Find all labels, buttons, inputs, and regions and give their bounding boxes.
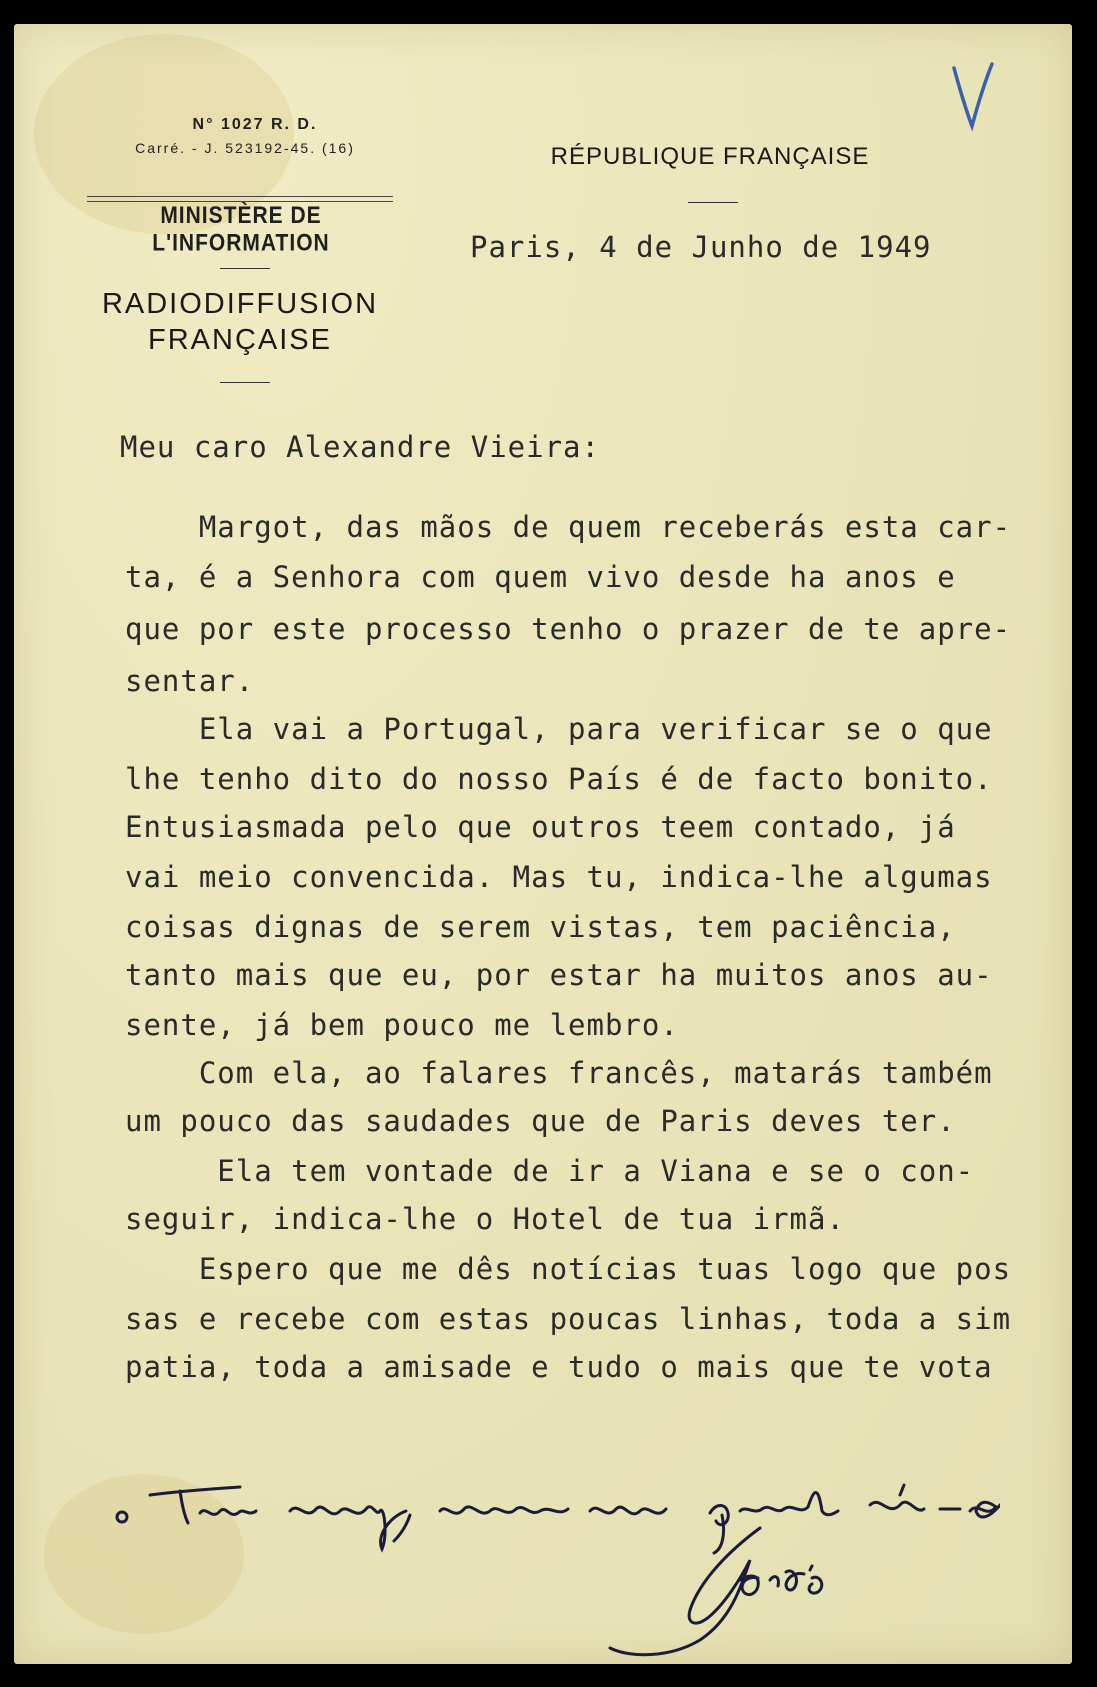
letterhead-rule (87, 196, 393, 197)
letter-line: que por este processo tenho o prazer de te apre- (125, 612, 1012, 646)
letter-date: Paris, 4 de Junho de 1949 (470, 230, 932, 264)
letter-line: Ela tem vontade de ir a Viana e se o con- (125, 1154, 975, 1188)
letter-line: lhe tenho dito do nosso País é de facto bonito. (125, 762, 993, 796)
letterhead-radio-line2: FRANÇAISE (148, 324, 332, 356)
letter-line: Margot, das mãos de quem receberás esta car- (125, 510, 1012, 544)
letterhead-republic: RÉPUBLIQUE FRANÇAISE (550, 143, 870, 170)
letter-line: Com ela, ao falares francês, matarás também (125, 1056, 993, 1090)
handwritten-closing (110, 1465, 1000, 1555)
letter-line: sentar. (125, 664, 255, 698)
letterhead-radiodiffusion (80, 286, 400, 358)
letterhead-carre: Carré. - J. 523192-45. (16) (135, 140, 355, 156)
letter-line: um pouco das saudades que de Paris deves ter. (125, 1104, 956, 1138)
letter-line: Ela vai a Portugal, para verificar se o que (125, 712, 993, 746)
letter-line: seguir, indica-lhe o Hotel de tua irmã. (125, 1202, 845, 1236)
republic-divider (688, 202, 738, 203)
letter-paper (14, 24, 1072, 1664)
letter-line: ta, é a Senhora com quem vivo desde ha anos e (125, 560, 956, 594)
letter-line: sas e recebe com estas poucas linhas, toda a sim (125, 1302, 1012, 1336)
letterhead-divider (220, 382, 270, 383)
letter-line: coisas dignas de serem vistas, tem paciência, (125, 910, 956, 944)
letter-line: Entusiasmada pelo que outros teem contado, já (125, 810, 956, 844)
letter-line: patia, toda a amisade e tudo o mais que te vota (125, 1350, 993, 1384)
letterhead-ministry: MINISTÈRE DE L'INFORMATION (152, 202, 330, 257)
letter-salutation: Meu caro Alexandre Vieira: (120, 430, 600, 464)
check-mark-icon (950, 62, 996, 132)
letterhead-radio-line1: RADIODIFFUSION (101, 288, 379, 320)
letter-line: tanto mais que eu, por estar ha muitos anos au- (125, 958, 993, 992)
signature (600, 1520, 860, 1660)
letter-line: vai meio convencida. Mas tu, indica-lhe algumas (125, 860, 993, 894)
letter-line: sente, já bem pouco me lembro. (125, 1008, 679, 1042)
letterhead-divider (220, 268, 270, 269)
letter-line: Espero que me dês notícias tuas logo que pos (125, 1252, 1012, 1286)
letterhead-number: N° 1027 R. D. (192, 116, 318, 133)
